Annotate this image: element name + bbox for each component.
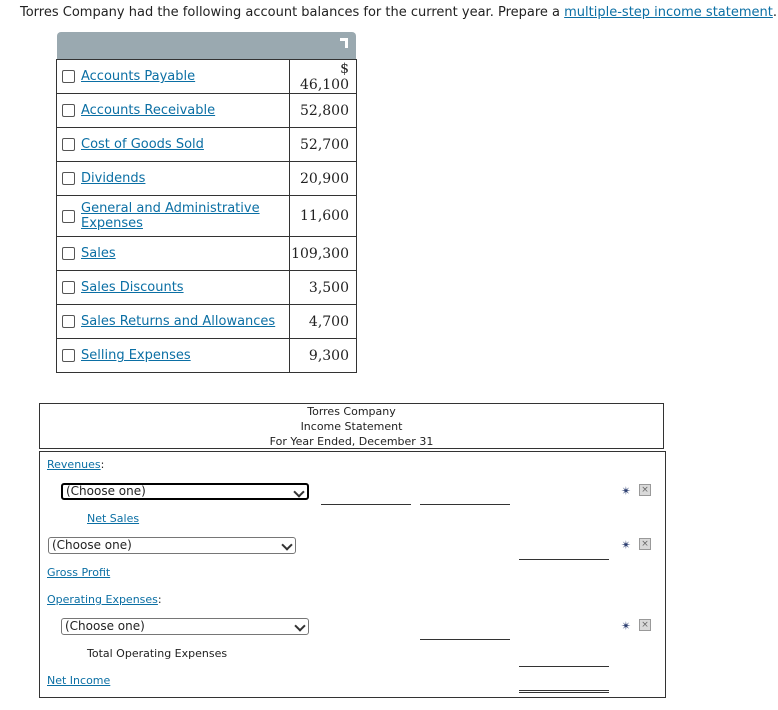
account-link[interactable]: Dividends	[81, 171, 146, 186]
expand-corner-icon[interactable]	[340, 38, 348, 48]
account-checkbox[interactable]	[62, 349, 75, 362]
operating-expenses-heading	[47, 593, 162, 606]
account-checkbox[interactable]	[62, 172, 75, 185]
table-header-bar	[57, 32, 356, 60]
statement-header	[39, 403, 664, 449]
gross-profit-link[interactable]: Gross Profit	[47, 566, 111, 579]
total-operating-expenses-label: Total Operating Expenses	[87, 647, 228, 660]
account-checkbox[interactable]	[62, 210, 75, 223]
prompt-end: .	[772, 5, 777, 20]
table-row	[57, 305, 357, 339]
account-value: 3,500	[290, 271, 357, 305]
question-prompt	[20, 5, 777, 20]
select-value: (Choose one)	[65, 619, 145, 633]
delete-x-icon[interactable]: ×	[639, 619, 651, 631]
account-value: 4,700	[290, 305, 357, 339]
table-row	[57, 339, 357, 373]
delete-x-icon[interactable]: ×	[639, 538, 651, 550]
answer-line[interactable]	[519, 559, 609, 560]
operating-expenses-link[interactable]: Operating Expenses	[47, 593, 158, 606]
account-link[interactable]: Cost of Goods Sold	[81, 137, 204, 152]
account-balances-table	[56, 59, 357, 373]
table-row	[57, 237, 357, 271]
account-value: 11,600	[290, 196, 357, 237]
account-checkbox[interactable]	[62, 315, 75, 328]
revenues-colon: :	[100, 458, 105, 471]
account-checkbox[interactable]	[62, 138, 75, 151]
statement-title: Income Statement	[300, 420, 403, 433]
answer-double-line[interactable]	[519, 690, 609, 693]
plug-icon[interactable]: ✴	[621, 538, 632, 552]
prompt-text: Torres Company had the following account balances for the current year. Prepare a	[20, 5, 565, 20]
statement-period: For Year Ended, December 31	[269, 435, 434, 448]
net-income-link[interactable]: Net Income	[47, 674, 111, 687]
account-checkbox[interactable]	[62, 281, 75, 294]
account-value: 20,900	[290, 162, 357, 196]
account-value: $ 46,100	[290, 60, 357, 94]
table-row	[57, 271, 357, 305]
account-value: 9,300	[290, 339, 357, 373]
revenues-heading	[47, 458, 104, 471]
account-link[interactable]: Sales	[81, 246, 116, 261]
account-link[interactable]: General and Administrative Expenses	[81, 201, 260, 231]
account-link[interactable]: Accounts Payable	[81, 69, 196, 84]
answer-line[interactable]	[519, 666, 609, 667]
table-row	[57, 94, 357, 128]
chevron-down-icon	[293, 486, 304, 497]
chevron-down-icon	[281, 539, 292, 550]
opex-colon: :	[157, 593, 162, 606]
select-value: (Choose one)	[66, 484, 146, 498]
account-link[interactable]: Sales Returns and Allowances	[81, 314, 276, 329]
company-name: Torres Company	[307, 405, 396, 418]
table-row	[57, 60, 357, 94]
account-value: 52,800	[290, 94, 357, 128]
net-sales-link[interactable]: Net Sales	[87, 512, 140, 525]
account-link[interactable]: Selling Expenses	[81, 348, 191, 363]
answer-line[interactable]	[420, 639, 510, 640]
revenue-deduction-select[interactable]	[61, 483, 309, 500]
chevron-down-icon	[294, 620, 305, 631]
table-row	[57, 196, 357, 237]
account-checkbox[interactable]	[62, 104, 75, 117]
account-checkbox[interactable]	[62, 247, 75, 260]
account-value: 52,700	[290, 128, 357, 162]
revenues-link[interactable]: Revenues	[47, 458, 101, 471]
operating-expense-select[interactable]	[61, 618, 309, 635]
multiple-step-income-statement-link[interactable]: multiple-step income statement	[564, 5, 773, 20]
select-value: (Choose one)	[52, 538, 132, 552]
delete-x-icon[interactable]: ×	[639, 484, 651, 496]
account-value: 109,300	[290, 237, 357, 271]
table-row	[57, 128, 357, 162]
plug-icon[interactable]: ✴	[621, 484, 632, 498]
answer-line[interactable]	[420, 504, 510, 505]
table-row	[57, 162, 357, 196]
account-checkbox[interactable]	[62, 70, 75, 83]
account-link[interactable]: Sales Discounts	[81, 280, 184, 295]
plug-icon[interactable]: ✴	[621, 619, 632, 633]
cost-select[interactable]	[48, 537, 296, 554]
account-link[interactable]: Accounts Receivable	[81, 103, 216, 118]
answer-line[interactable]	[321, 504, 411, 505]
